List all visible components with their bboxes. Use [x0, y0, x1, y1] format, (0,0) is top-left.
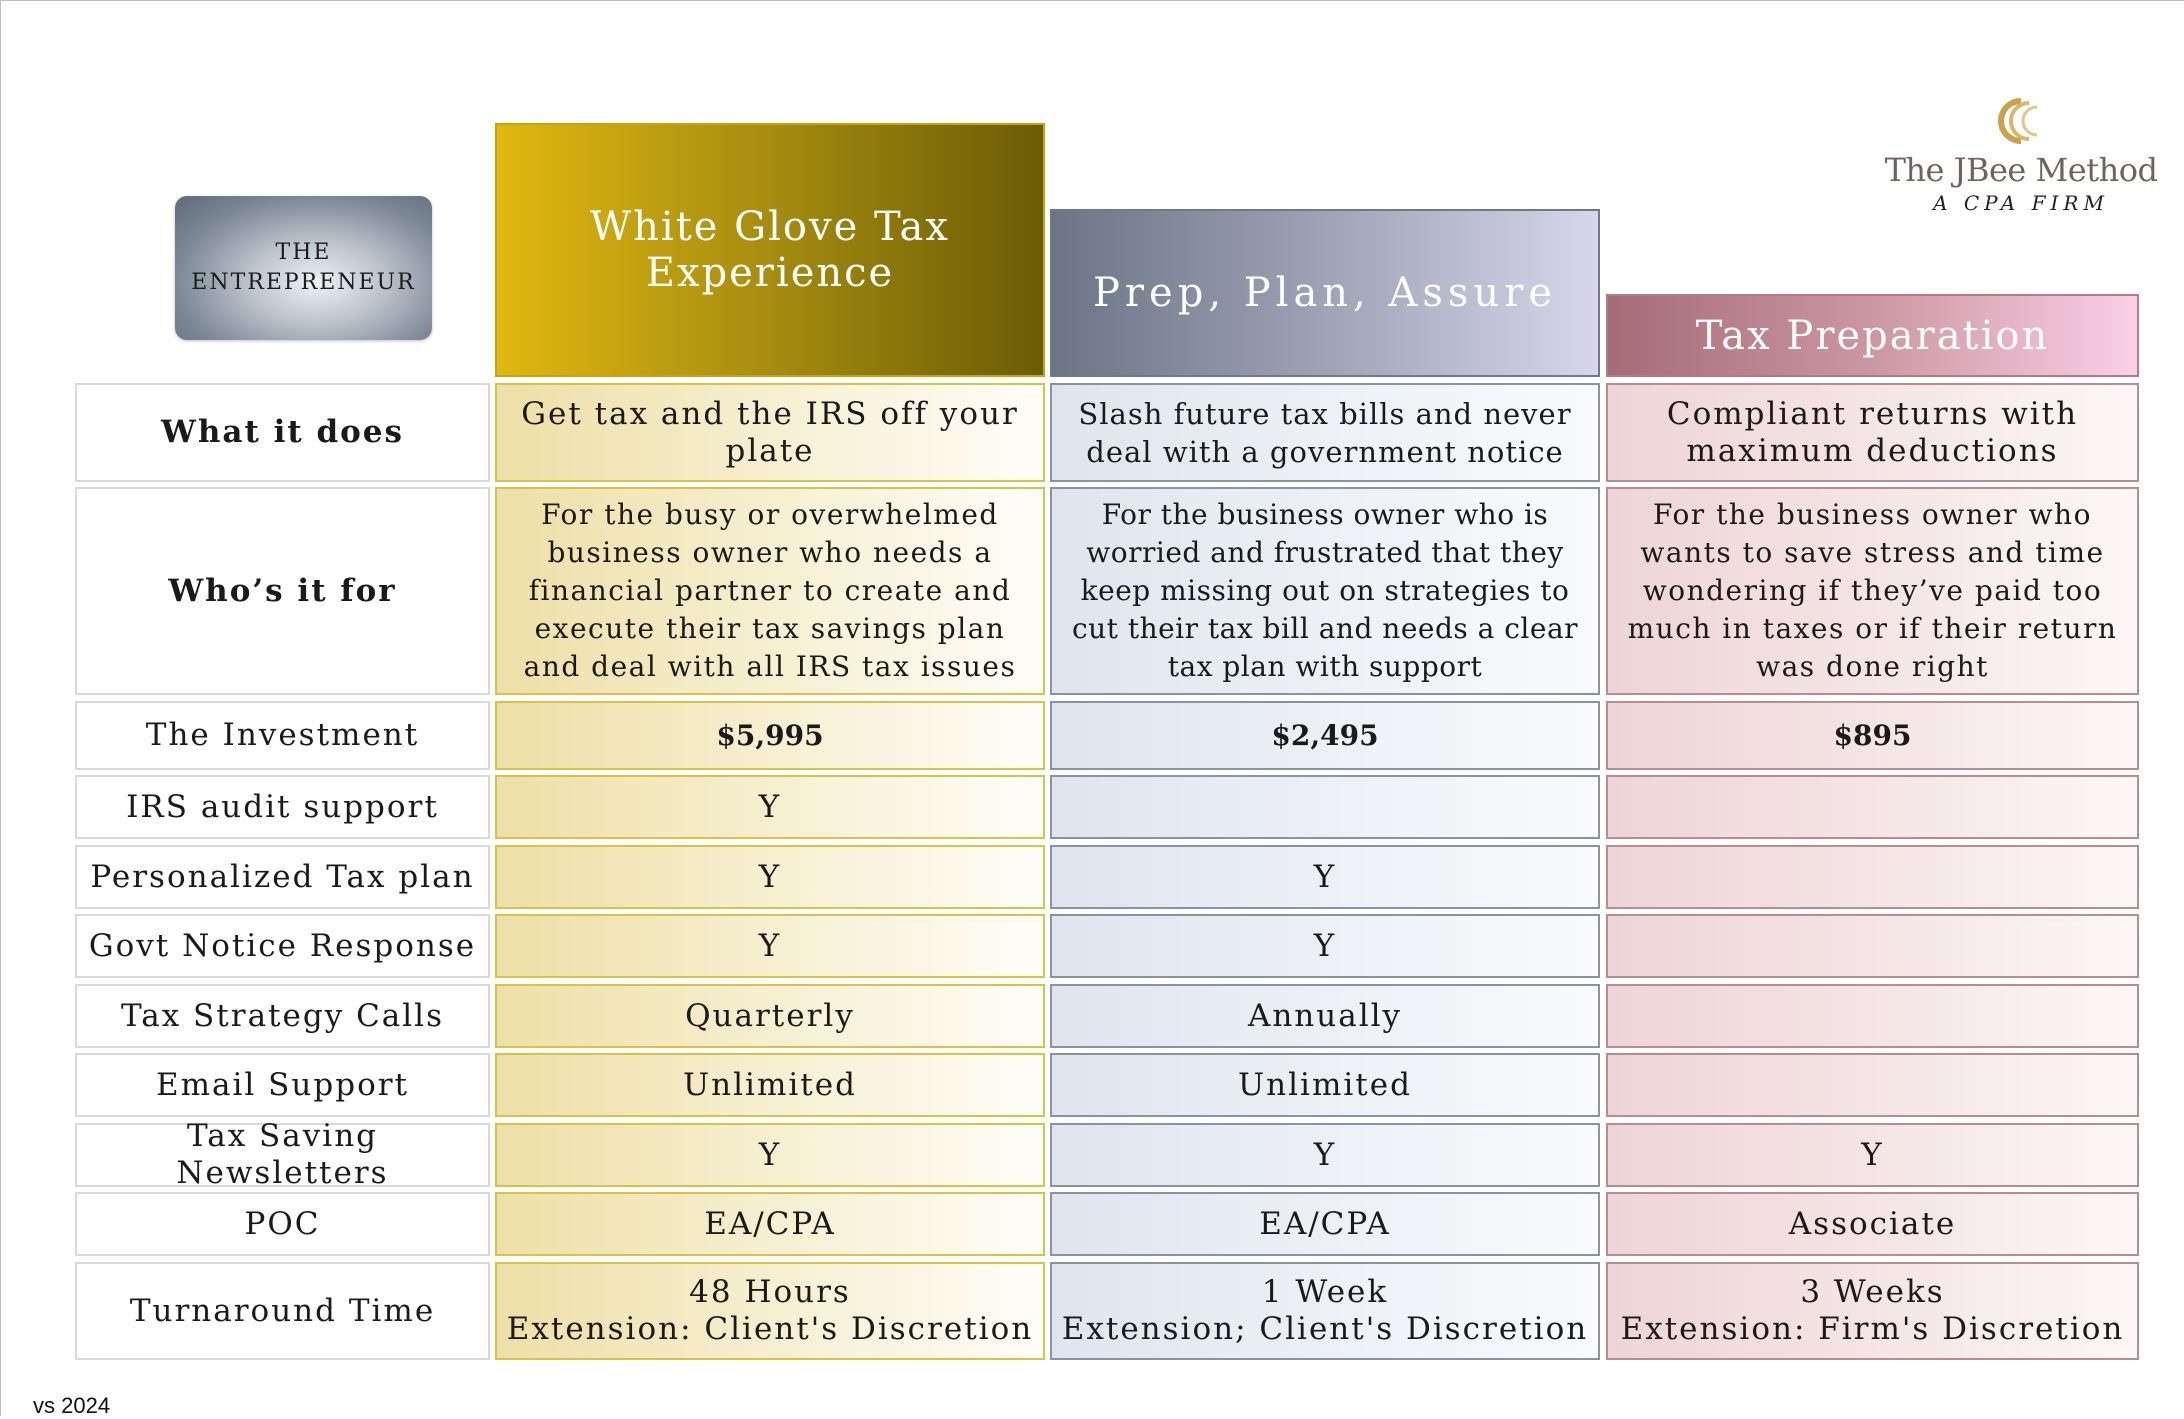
logo-name: The JBee Method — [1884, 151, 2158, 189]
cell-calls-prep-plan-assure: Annually — [1050, 984, 1600, 1048]
turnaround-value: 48 Hours — [689, 1274, 851, 1310]
row-label-personalized-tax-plan: Personalized Tax plan — [75, 845, 490, 909]
cell-who-prep-plan-assure: For the business owner who is worried and frustrated that they keep missing out on strategies to cut their tax bill and needs a clear tax plan with support — [1050, 487, 1600, 695]
cell-investment-tax-preparation: $895 — [1606, 701, 2139, 770]
cell-turnaround-prep-plan-assure — [1050, 1262, 1600, 1360]
cell-what-tax-preparation: Compliant returns with maximum deductions — [1606, 383, 2139, 482]
cell-notice-prep-plan-assure: Y — [1050, 914, 1600, 978]
turnaround-value: 1 Week — [1261, 1274, 1389, 1310]
cell-poc-white-glove: EA/CPA — [495, 1192, 1045, 1256]
version-footer: vs 2024 — [33, 1393, 111, 1418]
cell-audit-prep-plan-assure — [1050, 775, 1600, 839]
logo-tagline: A CPA FIRM — [1933, 191, 2109, 215]
cell-who-white-glove: For the busy or overwhelmed business owner who needs a financial partner to create and execute their tax savings plan and deal with all IRS tax issues — [495, 487, 1045, 695]
row-label-tax-strategy-calls: Tax Strategy Calls — [75, 984, 490, 1048]
cell-what-white-glove: Get tax and the IRS off your plate — [495, 383, 1045, 482]
row-label-email-support: Email Support — [75, 1053, 490, 1117]
cell-plan-tax-preparation — [1606, 845, 2139, 909]
cell-audit-white-glove: Y — [495, 775, 1045, 839]
cell-email-prep-plan-assure: Unlimited — [1050, 1053, 1600, 1117]
column-header-prep-plan-assure — [1050, 209, 1600, 377]
cell-calls-tax-preparation — [1606, 984, 2139, 1048]
cell-notice-white-glove: Y — [495, 914, 1045, 978]
cell-notice-tax-preparation — [1606, 914, 2139, 978]
cell-email-tax-preparation — [1606, 1053, 2139, 1117]
cell-plan-prep-plan-assure: Y — [1050, 845, 1600, 909]
column-title-prep-plan-assure: Prep, Plan, Assure — [1093, 270, 1557, 316]
row-label-what-it-does: What it does — [75, 383, 490, 482]
row-label-investment: The Investment — [75, 701, 490, 770]
row-label-govt-notice-response: Govt Notice Response — [75, 914, 490, 978]
cell-what-prep-plan-assure: Slash future tax bills and never deal with a government notice — [1050, 383, 1600, 482]
badge-line-1: THE — [275, 240, 332, 265]
row-label-tax-saving-newsletters: Tax Saving Newsletters — [75, 1123, 490, 1187]
firm-logo — [1881, 93, 2161, 243]
row-label-poc: POC — [75, 1192, 490, 1256]
cell-poc-tax-preparation: Associate — [1606, 1192, 2139, 1256]
cell-investment-white-glove: $5,995 — [495, 701, 1045, 770]
turnaround-extension: Extension; Client's Discretion — [1061, 1311, 1589, 1347]
turnaround-extension: Extension: Firm's Discretion — [1620, 1311, 2125, 1347]
badge-line-2: ENTREPRENEUR — [191, 270, 416, 295]
cell-investment-prep-plan-assure: $2,495 — [1050, 701, 1600, 770]
entrepreneur-badge — [175, 196, 432, 340]
row-label-turnaround-time: Turnaround Time — [75, 1262, 490, 1360]
turnaround-value: 3 Weeks — [1800, 1274, 1945, 1310]
cell-calls-white-glove: Quarterly — [495, 984, 1045, 1048]
column-title-white-glove: White Glove Tax Experience — [590, 204, 950, 296]
row-label-whos-it-for: Who’s it for — [75, 487, 490, 695]
cell-email-white-glove: Unlimited — [495, 1053, 1045, 1117]
turnaround-extension: Extension: Client's Discretion — [506, 1311, 1034, 1347]
logo-mark-icon — [1991, 93, 2051, 149]
row-label-irs-audit-support: IRS audit support — [75, 775, 490, 839]
cell-newsletters-tax-preparation: Y — [1606, 1123, 2139, 1187]
cell-newsletters-prep-plan-assure: Y — [1050, 1123, 1600, 1187]
cell-newsletters-white-glove: Y — [495, 1123, 1045, 1187]
cell-audit-tax-preparation — [1606, 775, 2139, 839]
cell-turnaround-white-glove — [495, 1262, 1045, 1360]
column-header-tax-preparation — [1606, 294, 2139, 377]
cell-turnaround-tax-preparation — [1606, 1262, 2139, 1360]
cell-poc-prep-plan-assure: EA/CPA — [1050, 1192, 1600, 1256]
cell-plan-white-glove: Y — [495, 845, 1045, 909]
column-header-white-glove — [495, 123, 1045, 377]
column-title-tax-preparation: Tax Preparation — [1695, 312, 2050, 359]
cell-who-tax-preparation: For the business owner who wants to save stress and time wondering if they’ve paid too much in taxes or if their return was done right — [1606, 487, 2139, 695]
